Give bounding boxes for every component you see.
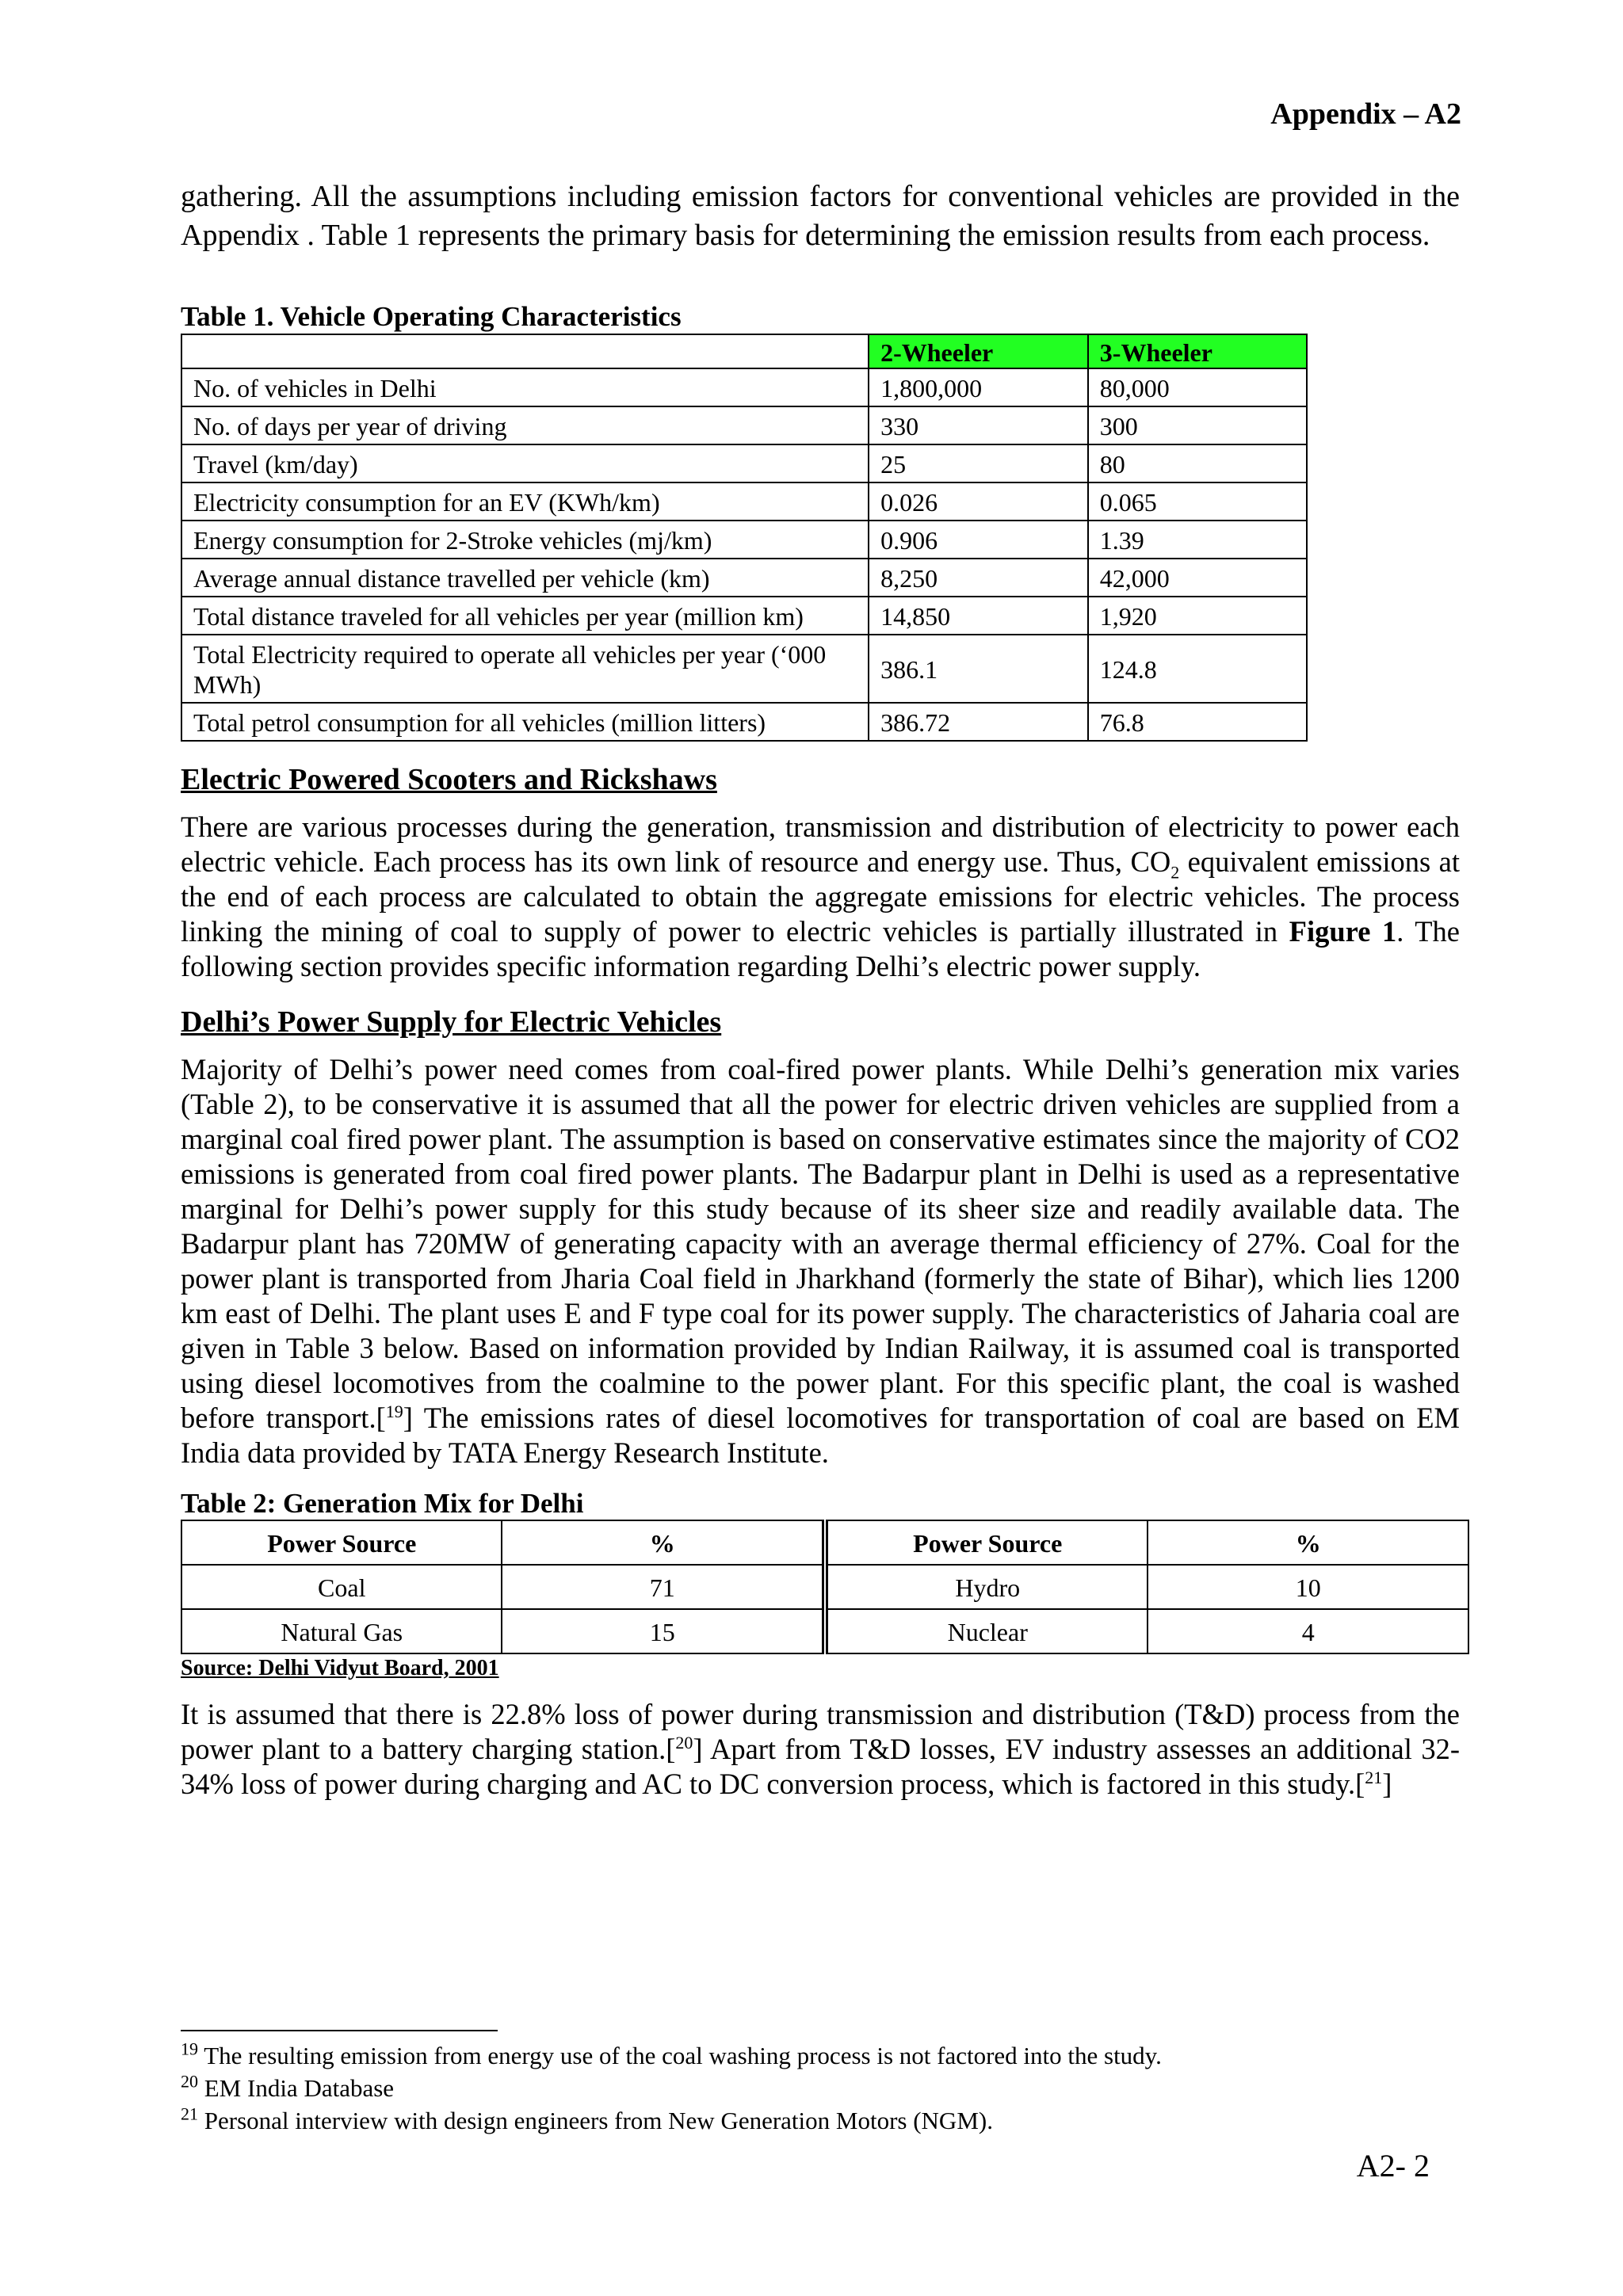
footnotes — [181, 2039, 1460, 2137]
footnote-ref-19[interactable]: 19 — [385, 1401, 403, 1421]
table-row — [181, 482, 1307, 521]
table-row — [181, 368, 1307, 406]
table-row — [181, 635, 1307, 703]
table-cell: 300 — [1088, 406, 1307, 444]
table-cell: 1,800,000 — [869, 368, 1088, 406]
table-row — [181, 597, 1307, 635]
table-cell: No. of days per year of driving — [181, 406, 869, 444]
table-row — [181, 1609, 1468, 1653]
footnote-number: 19 — [181, 2039, 198, 2059]
table-cell: 76.8 — [1088, 703, 1307, 741]
table-cell: 0.065 — [1088, 482, 1307, 521]
footnote-text: EM India Database — [198, 2074, 395, 2102]
table-cell: 10 — [1148, 1565, 1468, 1609]
table-cell: 8,250 — [869, 559, 1088, 597]
table-cell: 124.8 — [1088, 635, 1307, 703]
section1-text-c: . The following section provides specific information regarding Delhi’s electric power supply. — [181, 915, 1460, 982]
footnote-text: Personal interview with design engineers from New Generation Motors (NGM). — [198, 2107, 993, 2134]
table-row — [181, 703, 1307, 741]
footnote-ref-21[interactable]: 21 — [1365, 1767, 1383, 1787]
table2-header-power-source: Power Source — [181, 1520, 502, 1565]
table-cell: Coal — [181, 1565, 502, 1609]
closing-text-a: It is assumed that there is 22.8% loss of power during transmission and distribution (T&D) process from the power plant to a battery charging station.[ — [181, 1698, 1460, 1765]
generation-mix-table — [181, 1520, 1469, 1654]
table2-header-percent: % — [502, 1520, 825, 1565]
footnote-divider — [181, 2030, 498, 2031]
table-cell: Natural Gas — [181, 1609, 502, 1653]
vehicle-characteristics-table — [181, 334, 1308, 742]
table-cell: 1,920 — [1088, 597, 1307, 635]
table-cell: Total Electricity required to operate all vehicles per year (‘000 MWh) — [181, 635, 869, 703]
table-row — [181, 406, 1307, 444]
footnote-number: 20 — [181, 2071, 198, 2092]
table2-caption: Table 2: Generation Mix for Delhi — [181, 1488, 584, 1519]
page-content — [181, 177, 1460, 1802]
table-cell: 330 — [869, 406, 1088, 444]
footnote-21 — [181, 2104, 1460, 2137]
table1-header-3-wheeler: 3-Wheeler — [1088, 334, 1307, 368]
table-cell: Nuclear — [825, 1609, 1148, 1653]
intro-paragraph: gathering. All the assumptions including emission factors for conventional vehicles are provided in the Appendix . Table 1 represents the primary basis for determining the emission results from each process. — [181, 180, 1460, 252]
table1-caption: Table 1. Vehicle Operating Characteristics — [181, 301, 682, 332]
footnote-20 — [181, 2072, 1460, 2104]
table-cell: No. of vehicles in Delhi — [181, 368, 869, 406]
section-heading-electric-scooters: Electric Powered Scooters and Rickshaws — [181, 763, 717, 796]
table-cell: 15 — [502, 1609, 825, 1653]
table-cell: 386.72 — [869, 703, 1088, 741]
table-cell: Travel (km/day) — [181, 444, 869, 482]
footnote-19 — [181, 2039, 1460, 2072]
table-cell: 80,000 — [1088, 368, 1307, 406]
table-cell: 386.1 — [869, 635, 1088, 703]
closing-paragraph — [181, 1697, 1460, 1802]
closing-text-b: ] Apart from T&D losses, EV industry assesses an additional 32-34% loss of power during charging and AC to DC conversion process, which is factored in this study.[ — [181, 1733, 1460, 1800]
table-cell: 0.906 — [869, 521, 1088, 559]
table-cell: 0.026 — [869, 482, 1088, 521]
table-row — [181, 521, 1307, 559]
footnote-ref-20[interactable]: 20 — [675, 1732, 693, 1753]
table-row — [181, 1565, 1468, 1609]
table-cell: 80 — [1088, 444, 1307, 482]
table-cell: 4 — [1148, 1609, 1468, 1653]
footnote-text: The resulting emission from energy use of the coal washing process is not factored into the study. — [198, 2042, 1162, 2069]
table-cell: 14,850 — [869, 597, 1088, 635]
figure-reference: Figure 1 — [1289, 915, 1397, 948]
section1-text-a: There are various processes during the generation, transmission and distribution of electricity to power each electric vehicle. Each process has its own link of resource and energy use. Thus, CO — [181, 810, 1460, 878]
table-cell: Energy consumption for 2-Stroke vehicles (mj/km) — [181, 521, 869, 559]
table-cell: 25 — [869, 444, 1088, 482]
page-number: A2- 2 — [1356, 2148, 1430, 2183]
section-heading-power-supply: Delhi’s Power Supply for Electric Vehicles — [181, 1005, 722, 1039]
table2-header-power-source-2: Power Source — [825, 1520, 1148, 1565]
table-cell: Hydro — [825, 1565, 1148, 1609]
section2-paragraph — [181, 1052, 1460, 1470]
page-header: Appendix – A2 — [1270, 97, 1461, 131]
closing-text-c: ] — [1382, 1768, 1392, 1800]
table-row — [181, 444, 1307, 482]
table-cell: Total distance traveled for all vehicles per year (million km) — [181, 597, 869, 635]
table2-source: Source: Delhi Vidyut Board, 2001 — [181, 1656, 499, 1680]
table1-header-empty — [181, 334, 869, 368]
footnote-number: 21 — [181, 2103, 198, 2124]
table1-header-2-wheeler: 2-Wheeler — [869, 334, 1088, 368]
table-cell: Total petrol consumption for all vehicles (million litters) — [181, 703, 869, 741]
table-cell: 71 — [502, 1565, 825, 1609]
table-row — [181, 559, 1307, 597]
table-cell: 1.39 — [1088, 521, 1307, 559]
co2-subscript: 2 — [1170, 862, 1180, 883]
table-cell: 42,000 — [1088, 559, 1307, 597]
table1-header-row — [181, 334, 1307, 368]
section1-text-b: equivalent emissions at the end of each process are calculated to obtain the aggregate emissions for electric vehicles. The process linking the mining of coal to supply of power to electric vehicles is partially illustrated in — [181, 845, 1460, 948]
table-cell: Average annual distance travelled per vehicle (km) — [181, 559, 869, 597]
table-cell: Electricity consumption for an EV (KWh/km) — [181, 482, 869, 521]
section2-text-a: Majority of Delhi’s power need comes from coal-fired power plants. While Delhi’s generation mix varies (Table 2), to be conservative it is assumed that all the power for electric driven vehicles are supplied from a marginal coal fired power plant. The assumption is based on conservative estimates since the majority of CO2 emissions is generated from coal fired power plants. The Badarpur plant in Delhi is used as a representative marginal for Delhi’s power supply for this study because of its sheer size and readily available data. The Badarpur plant has 720MW of generating capacity with an average thermal efficiency of 27%. Coal for the power plant is transported from Jharia Coal field in Jharkhand (formerly the state of Bihar), which lies 1200 km east of Delhi. The plant uses E and F type coal for its power supply. The characteristics of Jaharia coal are given in Table 3 below. Based on information provided by Indian Railway, it is assumed coal is transported using diesel locomotives from the coalmine to the power plant. For this specific plant, the coal is washed before transport.[ — [181, 1053, 1460, 1434]
section1-paragraph — [181, 810, 1460, 984]
section2-text-b: ] The emissions rates of diesel locomotives for transportation of coal are based on EM India data provided by TATA Energy Research Institute. — [181, 1402, 1460, 1469]
table2-header-percent-2: % — [1148, 1520, 1468, 1565]
table2-header-row — [181, 1520, 1468, 1565]
